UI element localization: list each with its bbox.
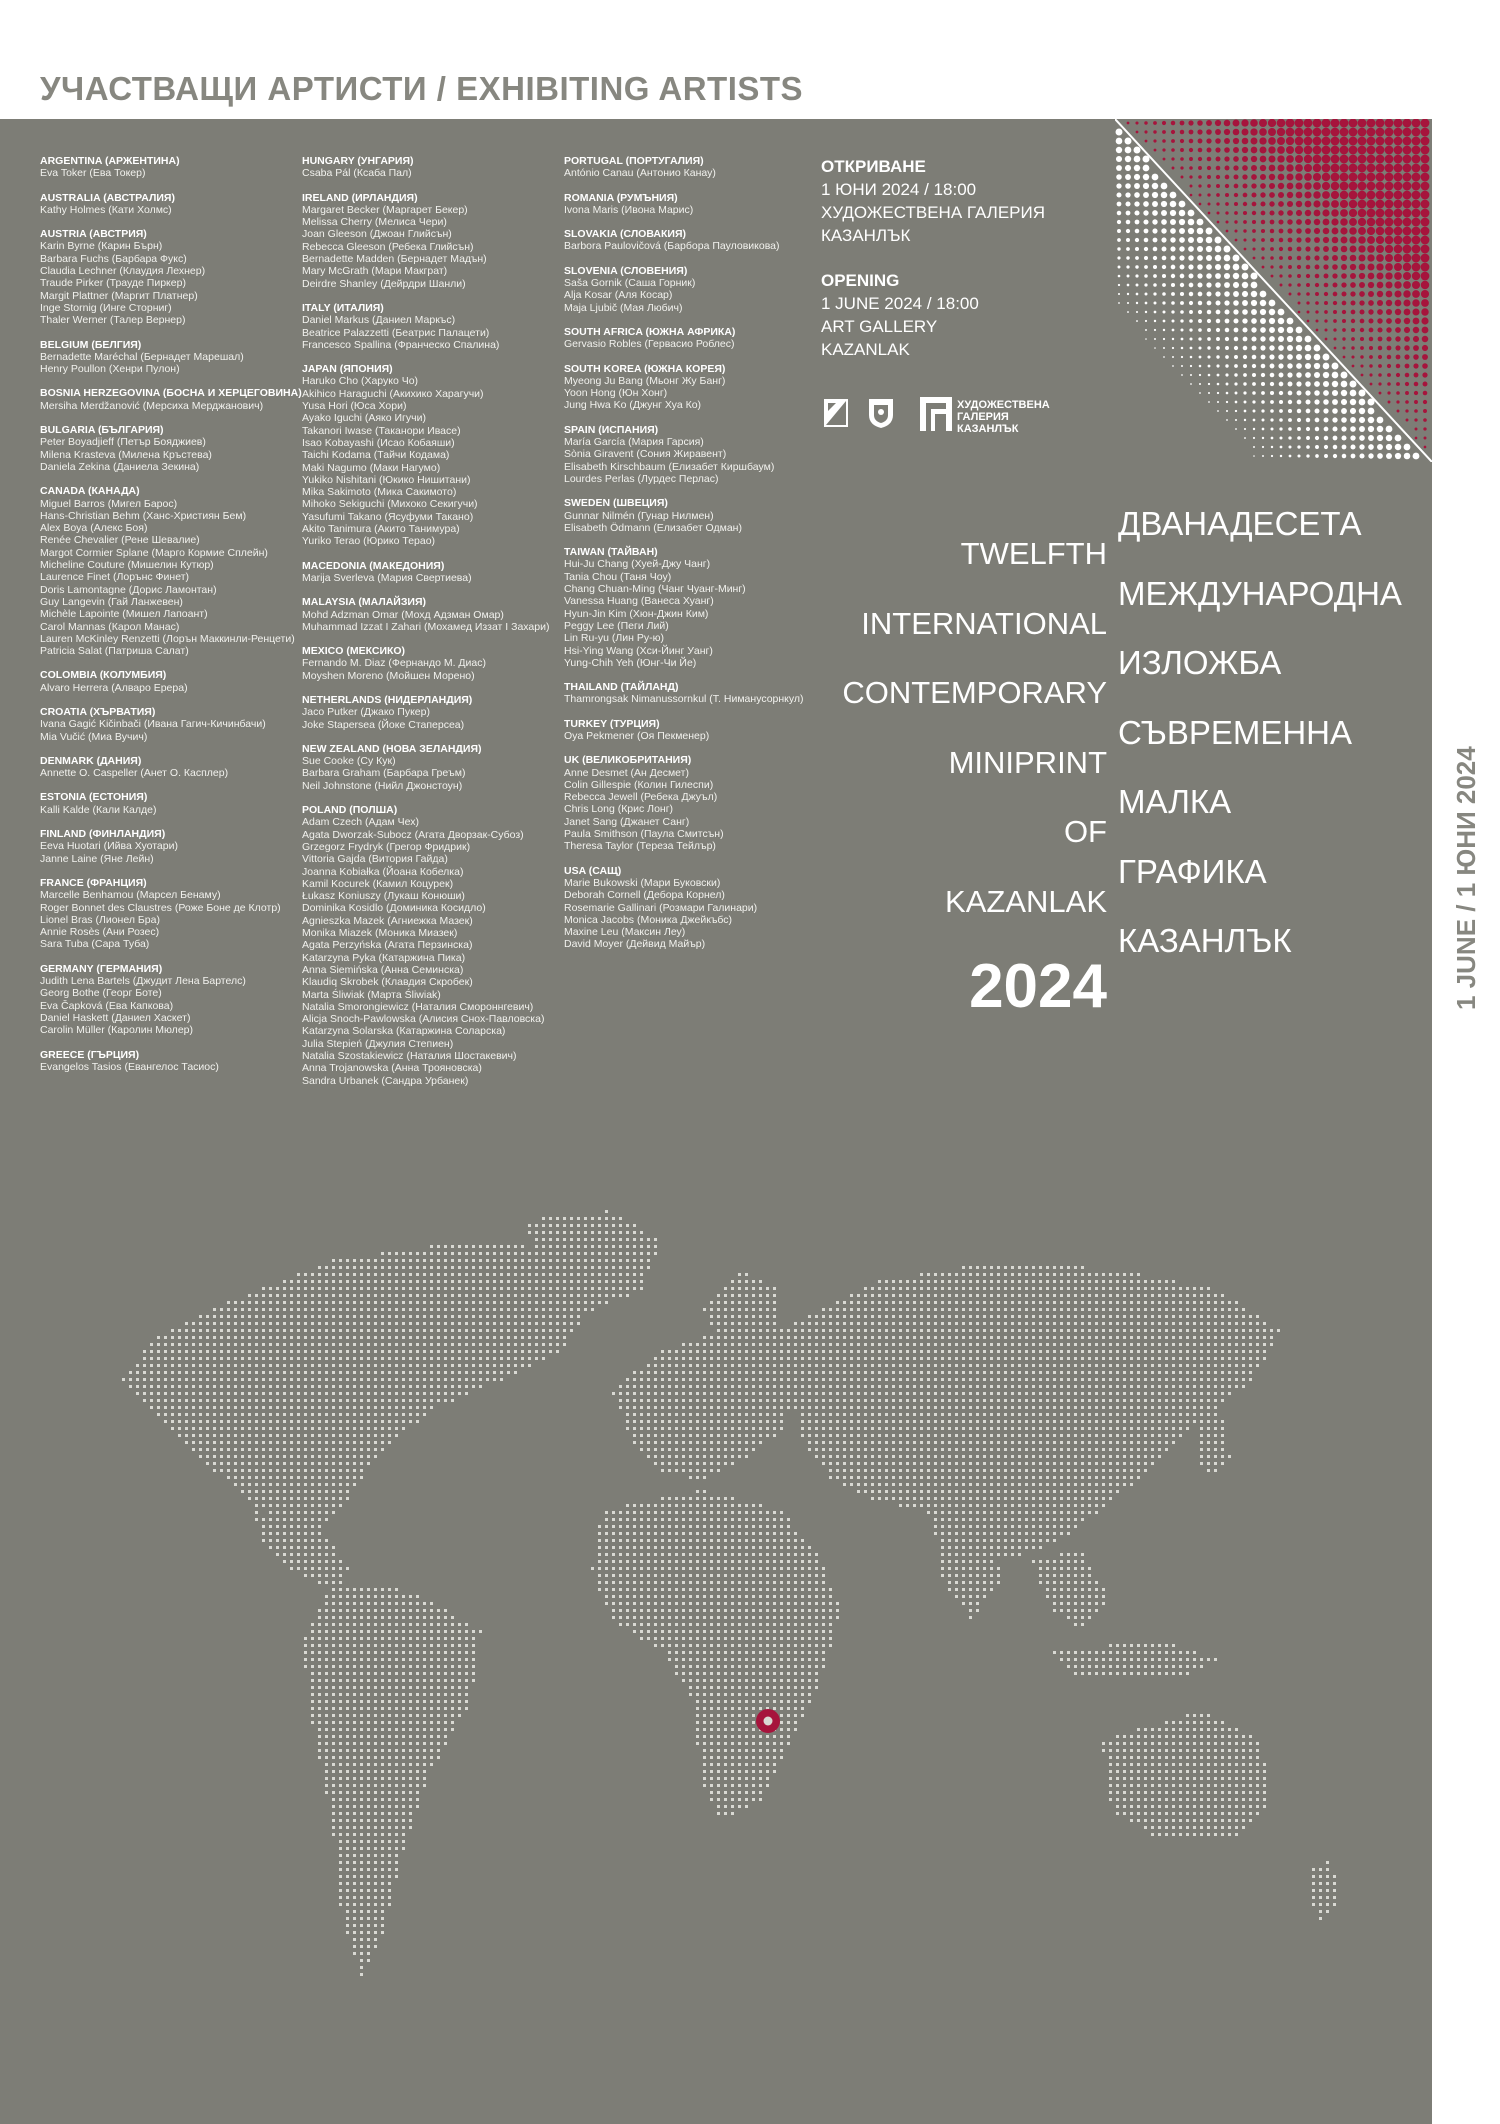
artist-name: Laurence Finet (Лорънс Финет) <box>40 571 189 584</box>
country-block <box>302 596 572 633</box>
country-name: THAILAND (ТАЙЛАНД) <box>564 681 679 694</box>
title-en-line: TWELFTH <box>960 536 1107 571</box>
artist-name: Hsi-Ying Wang (Хси-Йинг Уанг) <box>564 644 713 657</box>
artist-name: Maki Nagumo (Маки Нагумо) <box>302 461 441 474</box>
country-name: SLOVENIA (СЛОВЕНИЯ) <box>564 264 688 277</box>
artist-name: Inge Stornig (Инге Сторниг) <box>40 301 172 314</box>
artist-name: Yasufumi Takano (Ясуфуми Такано) <box>302 510 474 523</box>
artist-name: Taichi Kodama (Тайчи Кодама) <box>302 449 450 462</box>
country-block <box>302 645 572 682</box>
gallery-logo-icon <box>920 397 952 431</box>
country-name: ITALY (ИТАЛИЯ) <box>302 301 384 314</box>
artist-name: Paula Smithson (Паула Смитсън) <box>564 828 724 841</box>
country-name: FRANCE (ФРАНЦИЯ) <box>40 876 147 889</box>
artist-name: Lauren McKinley Renzetti (Лорън Маккинли-Ренцети) <box>40 632 295 645</box>
country-block <box>40 228 310 326</box>
country-name: MACEDONIA (МАКЕДОНИЯ) <box>302 559 445 572</box>
artist-name: Rebecca Jewell (Ребека Джуъл) <box>564 791 718 804</box>
country-name: ROMANIA (РУМЪНИЯ) <box>564 191 678 204</box>
artist-name: Karin Byrne (Карин Бърн) <box>40 240 163 253</box>
opening-line: ХУДОЖЕСТВЕНА ГАЛЕРИЯ <box>821 203 1045 222</box>
artist-name: Oya Pekmener (Оя Пекменер) <box>564 729 710 742</box>
title-bg-line: МЕЖДУНАРОДНА <box>1118 574 1402 612</box>
artist-name: Traude Pirker (Трауде Пиркер) <box>40 277 186 290</box>
country-name: DENMARK (ДАНИЯ) <box>40 754 142 767</box>
country-name: SWEDEN (ШВЕЦИЯ) <box>564 497 668 510</box>
artist-name: David Moyer (Дейвид Майър) <box>564 938 706 951</box>
logo-line: ХУДОЖЕСТВЕНА <box>957 399 1050 411</box>
artist-name: Lourdes Perlas (Лурдес Перлас) <box>564 472 719 485</box>
municipality-crest-icon <box>867 397 895 429</box>
year: 2024 <box>969 952 1107 1021</box>
artist-name: Mia Vučić (Миа Вучич) <box>40 730 148 743</box>
opening-line: 1 ЮНИ 2024 / 18:00 <box>821 180 977 199</box>
artist-name: Doris Lamontagne (Дорис Ламонтан) <box>40 583 217 596</box>
artist-name: Rosemarie Gallinari (Розмари Галинари) <box>564 901 758 914</box>
artist-name: Joke Stapersea (Йоке Стаперсеа) <box>302 718 465 731</box>
artist-name: Mohd Adzman Omar (Мохд Адзман Омар) <box>302 608 504 621</box>
artist-name: Daniel Markus (Даниел Маркъс) <box>302 314 456 327</box>
country-block <box>40 755 310 780</box>
artist-name: Łukasz Koniuszy (Лукаш Конюши) <box>302 890 465 903</box>
country-name: UK (ВЕЛИКОБРИТАНИЯ) <box>564 754 692 767</box>
country-block <box>564 754 834 852</box>
artist-name: Milena Krasteva (Милена Кръстева) <box>40 448 212 461</box>
artist-name: Miguel Barros (Мигел Барос) <box>40 497 178 510</box>
title-en-line: INTERNATIONAL <box>861 605 1107 641</box>
artist-name: Monica Jacobs (Моника Джейкъбс) <box>564 913 733 926</box>
gallery-logo-text <box>957 399 1050 435</box>
artist-name: Marie Bukowski (Мари Буковски) <box>564 876 721 889</box>
country-block <box>302 155 572 180</box>
halftone-corner-pattern <box>1115 119 1432 462</box>
artist-name: Mersiha Merdžanović (Мерсиха Мерджанович) <box>40 399 264 412</box>
country-name: HUNGARY (УНГАРИЯ) <box>302 155 414 167</box>
country-name: SOUTH KOREA (ЮЖНА КОРЕЯ) <box>564 362 726 375</box>
title-english <box>842 519 1107 936</box>
artist-name: Henry Poullon (Хенри Пулон) <box>40 363 180 376</box>
artist-name: Fernando M. Diaz (Фернандо М. Диас) <box>302 657 486 670</box>
artist-name: Chris Long (Крис Лонг) <box>564 803 674 816</box>
artist-name: Lin Ru-yu (Лин Ру-ю) <box>564 632 664 645</box>
artist-name: Francesco Spallina (Франческо Спалина) <box>302 338 500 351</box>
artist-name: Annie Rosès (Ани Розес) <box>40 926 160 939</box>
country-name: COLOMBIA (КОЛУМБИЯ) <box>40 669 167 682</box>
artist-name: Alex Boya (Алекс Боя) <box>40 522 148 535</box>
country-name: NETHERLANDS (НИДЕРЛАНДИЯ) <box>302 693 473 706</box>
artist-name: Thamrongsak Nimanussornkul (Т. Ниманусорнкул) <box>564 693 804 706</box>
country-block <box>302 694 572 731</box>
artist-name: António Canau (Антонио Канау) <box>564 167 716 180</box>
world-dot-map <box>0 1179 1432 2124</box>
artist-name: Peter Boyadjieff (Петър Бояджиев) <box>40 436 206 449</box>
country-block <box>302 804 572 1087</box>
country-block <box>564 497 834 534</box>
artist-name: Mary McGrath (Мари Макграт) <box>302 265 448 278</box>
opening-info <box>821 155 1045 361</box>
country-block <box>564 228 834 253</box>
artist-name: Patricia Salat (Патриша Салат) <box>40 645 189 658</box>
country-name: ARGENTINA (АРЖЕНТИНА) <box>40 155 180 167</box>
artist-name: Katarzyna Pyka (Катаржина Пика) <box>302 951 466 964</box>
country-block <box>40 706 310 743</box>
artist-name: Dominika Kosidlo (Доминика Косидло) <box>302 902 486 915</box>
artist-name: Rebecca Gleeson (Ребека Глийсън) <box>302 240 474 253</box>
artist-name: Kathy Holmes (Кати Холмс) <box>40 203 172 216</box>
country-block <box>564 363 834 412</box>
country-block <box>40 791 310 816</box>
artist-name: Yuriko Terao (Юрико Терао) <box>302 535 436 548</box>
artist-name: Gervasio Robles (Гервасио Роблес) <box>564 338 735 351</box>
artist-name: Monika Miazek (Моника Миазек) <box>302 927 458 940</box>
country-name: TURKEY (ТУРЦИЯ) <box>564 717 660 730</box>
country-name: BELGIUM (БЕЛГИЯ) <box>40 338 142 351</box>
artist-name: Neil Johnstone (Нийл Джонстоун) <box>302 779 463 792</box>
opening-label-en: OPENING <box>821 271 900 290</box>
title-bg-line: КАЗАНЛЪК <box>1118 922 1292 959</box>
artist-name: Guy Langevin (Гай Ланжевен) <box>40 595 183 608</box>
artist-name: Maxine Leu (Максин Леу) <box>564 926 686 939</box>
artist-name: Carol Mannas (Карол Манас) <box>40 620 180 633</box>
artist-name: Haruko Cho (Харуко Чо) <box>302 375 419 388</box>
artist-name: Vanessa Huang (Ванеса Хуанг) <box>564 595 714 608</box>
artist-name: Yoon Hong (Юн Хонг) <box>564 387 668 400</box>
artist-name: Akito Tanimura (Акито Танимура) <box>302 523 460 536</box>
artist-name: María García (Мария Гарсия) <box>564 436 704 449</box>
artist-name: Janet Sang (Джанет Санг) <box>564 815 690 828</box>
country-block <box>564 424 834 485</box>
title-en-line: OF <box>1063 814 1107 849</box>
country-block <box>302 743 572 792</box>
country-block <box>302 363 572 547</box>
artist-name: Vittoria Gajda (Витория Гайда) <box>302 853 448 866</box>
artist-name: Ivona Maris (Ивона Марис) <box>564 203 694 216</box>
artist-name: Margot Cormier Splane (Марго Кормие Сплейн) <box>40 546 268 559</box>
country-name: POLAND (ПОЛША) <box>302 804 398 817</box>
country-block <box>40 963 310 1037</box>
artist-name: Lionel Bras (Лионел Бра) <box>40 913 160 926</box>
title-en-line: CONTEMPORARY <box>842 675 1107 710</box>
country-name: AUSTRALIA (АВСТРАЛИЯ) <box>40 191 175 204</box>
artists-column-3 <box>564 155 834 963</box>
title-bg-line: ГРАФИКА <box>1118 852 1267 890</box>
artist-name: Sara Tuba (Сара Туба) <box>40 938 150 951</box>
artist-name: Yusa Hori (Юса Хори) <box>302 400 407 413</box>
country-block <box>40 1049 310 1074</box>
artist-name: Agata Dworzak-Subocz (Агата Дворзак-Субоз) <box>302 828 524 841</box>
artist-name: Theresa Taylor (Тереза Тейлър) <box>564 840 716 853</box>
artist-name: Anna Siemińska (Анна Семинска) <box>302 963 464 976</box>
title-bg-line: ДВАНАДЕСЕТА <box>1118 505 1362 542</box>
artist-name: Muhammad Izzat I Zahari (Мохамед Иззат I Захари) <box>302 620 550 633</box>
artist-name: Melissa Cherry (Мелиса Чери) <box>302 216 447 229</box>
country-block <box>564 546 834 669</box>
artist-name: Klaudiq Skrobek (Клавдия Скробек) <box>302 976 473 989</box>
country-block <box>40 669 310 694</box>
artist-name: Elisabeth Ödmann (Елизабет Одман) <box>564 521 742 534</box>
artist-name: Kamil Kocurek (Камил Коцурек) <box>302 877 454 890</box>
country-name: TAIWAN (ТАЙВАН) <box>564 546 658 559</box>
artist-name: Carolin Müller (Каролин Мюлер) <box>40 1024 193 1037</box>
logo-line: ГАЛЕРИЯ <box>957 411 1009 423</box>
artist-name: Ivana Gagić Kičinbači (Ивана Гагич-Кичинбачи) <box>40 718 266 731</box>
artist-name: Barbara Fuchs (Барбара Фукс) <box>40 252 187 265</box>
side-date: 1 JUNE / 1 ЮНИ 2024 <box>1451 746 1481 1010</box>
country-name: PORTUGAL (ПОРТУГАЛИЯ) <box>564 155 704 167</box>
artist-name: Jung Hwa Ko (Джунг Хуа Ко) <box>564 399 702 412</box>
country-name: MALAYSIA (МАЛАЙЗИЯ) <box>302 596 427 609</box>
artist-name: Sandra Urbanek (Сандра Урбанек) <box>302 1074 469 1087</box>
opening-line: ART GALLERY <box>821 317 938 336</box>
artist-name: Joan Gleeson (Джоан Глийсън) <box>302 228 452 241</box>
artist-name: Evangelos Tasios (Евангелос Тасиос) <box>40 1060 219 1073</box>
artist-name: Marcelle Benhamou (Марсел Бенаму) <box>40 889 221 902</box>
country-name: NEW ZEALAND (НОВА ЗЕЛАНДИЯ) <box>302 742 482 755</box>
artist-name: Claudia Lechner (Клаудия Лехнер) <box>40 265 206 278</box>
country-name: AUSTRIA (АВСТРИЯ) <box>40 228 147 241</box>
page-heading: УЧАСТВАЩИ АРТИСТИ / EXHIBITING ARTISTS <box>40 70 804 107</box>
artist-name: Deirdre Shanley (Дейрдри Шанли) <box>302 277 466 290</box>
artist-name: Alja Kosar (Аля Косар) <box>564 289 673 302</box>
artist-name: Yukiko Nishitani (Юкико Нишитани) <box>302 473 471 486</box>
title-bg-line: МАЛКА <box>1118 783 1232 820</box>
artist-name: Maja Ljubič (Мая Любич) <box>564 301 683 314</box>
artist-name: Roger Bonnet des Claustres (Роже Боне де Клотр) <box>40 901 281 914</box>
country-name: JAPAN (ЯПОНИЯ) <box>302 363 393 376</box>
artist-name: Margit Plattner (Маргит Платнер) <box>40 289 198 302</box>
artist-name: Georg Bothe (Георг Боте) <box>40 987 162 1000</box>
artist-name: Eeva Huotari (Ийва Хуотари) <box>40 840 178 853</box>
artist-name: Katarzyna Solarska (Катаржина Соларска) <box>302 1025 506 1038</box>
country-block <box>564 718 834 743</box>
country-block <box>564 865 834 951</box>
artist-name: Grzegorz Frydryk (Грегор Фридрик) <box>302 840 471 853</box>
artist-name: Adam Czech (Адам Чех) <box>302 816 419 829</box>
artist-name: Saša Gornik (Саша Горник) <box>564 277 696 290</box>
artist-name: Eva Čapková (Ева Капкова) <box>40 999 174 1012</box>
artist-name: Deborah Cornell (Дебора Корнел) <box>564 889 725 902</box>
country-block <box>40 387 310 412</box>
artist-name: Hyun-Jin Kim (Хюн-Джин Ким) <box>564 607 709 620</box>
artist-name: Michèle Lapointe (Мишел Лапоант) <box>40 608 208 621</box>
country-block <box>40 828 310 865</box>
country-name: IRELAND (ИРЛАНДИЯ) <box>302 191 418 204</box>
artist-name: Alvaro Herrera (Алваро Ерера) <box>40 681 188 694</box>
country-name: SOUTH AFRICA (ЮЖНА АФРИКА) <box>564 325 736 338</box>
artist-name: Barbara Graham (Барбара Греъм) <box>302 767 466 780</box>
country-block <box>40 877 310 951</box>
artist-name: Agnieszka Mazek (Агниежка Мазек) <box>302 914 473 927</box>
artist-name: Sònia Giravent (Сония Жиравент) <box>564 448 727 461</box>
artist-name: Eva Toker (Ева Токер) <box>40 167 146 180</box>
artist-name: Daniel Haskett (Даниел Хаскет) <box>40 1011 191 1024</box>
artist-name: Peggy Lee (Пеги Лий) <box>564 619 669 632</box>
artist-name: Marija Sverleva (Мария Свертиева) <box>302 571 472 584</box>
artists-column-2 <box>302 155 572 1099</box>
opening-label-bg: ОТКРИВАНЕ <box>821 157 926 176</box>
artist-name: Annette O. Caspeller (Анет О. Касплер) <box>40 767 229 780</box>
artist-name: Jaco Putker (Джако Пукер) <box>302 706 430 719</box>
country-name: MEXICO (МЕКСИКО) <box>302 645 406 658</box>
country-name: USA (САЩ) <box>564 864 622 877</box>
artist-name: Barbora Paulovičová (Барбора Пауловикова) <box>564 240 780 253</box>
artist-name: Bernadette Madden (Бернадет Мадън) <box>302 253 487 266</box>
country-name: GREECE (ГЪРЦИЯ) <box>40 1048 140 1061</box>
artist-name: Natalia Smorongiewicz (Наталия Смороннгевич) <box>302 1000 534 1013</box>
artist-name: Bernadette Maréchal (Бернадет Марешал) <box>40 350 244 363</box>
title-bulgarian <box>1118 489 1402 976</box>
country-name: CANADA (КАНАДА) <box>40 485 140 498</box>
artist-name: Isao Kobayashi (Исао Кобаяши) <box>302 436 455 449</box>
title-en-line: MINIPRINT <box>948 744 1107 780</box>
country-block <box>564 265 834 314</box>
artist-name: Sue Cooke (Су Кук) <box>302 755 396 768</box>
artist-name: Mika Sakimoto (Мика Сакимото) <box>302 486 457 499</box>
artist-name: Yung-Chih Yeh (Юнг-Чи Йе) <box>564 656 697 669</box>
country-block <box>40 192 310 217</box>
artist-name: Ayako Iguchi (Аяко Игучи) <box>302 412 426 425</box>
artist-name: Akihico Haraguchi (Акихико Харагучи) <box>302 387 484 400</box>
artist-name: Micheline Couture (Мишелин Кутюр) <box>40 559 214 572</box>
artist-name: Kalli Kalde (Кали Калде) <box>40 803 157 816</box>
country-name: GERMANY (ГЕРМАНИЯ) <box>40 962 163 975</box>
country-block <box>564 155 834 180</box>
artist-name: Thaler Werner (Талер Вернер) <box>40 314 186 327</box>
print-logo-icon <box>824 399 848 427</box>
artist-name: Hans-Christian Behm (Ханс-Християн Бем) <box>40 509 247 522</box>
artist-name: Moyshen Moreno (Мойшен Морено) <box>302 669 475 682</box>
artist-name: Marta Śliwiak (Марта Śliwiak) <box>302 988 441 1001</box>
artist-name: Gunnar Nilmén (Гунар Нилмен) <box>564 509 714 522</box>
title-bg-line: СЪВРЕМЕННА <box>1118 713 1353 751</box>
country-name: SLOVAKIA (СЛОВАКИЯ) <box>564 228 686 241</box>
artist-name: Beatrice Palazzetti (Беатрис Палацети) <box>302 326 490 339</box>
artist-name: Mihoko Sekiguchi (Михоко Секигучи) <box>302 498 478 511</box>
opening-line: KAZANLAK <box>821 340 910 359</box>
country-block <box>40 485 310 657</box>
country-block <box>40 339 310 376</box>
country-block <box>302 192 572 290</box>
opening-line: КАЗАНЛЪК <box>821 226 911 245</box>
content-panel <box>0 119 1432 2124</box>
artist-name: Judith Lena Bartels (Джудит Лена Бартелс) <box>40 975 246 988</box>
country-name: SPAIN (ИСПАНИЯ) <box>564 423 659 436</box>
artist-name: Anne Desmet (Ан Десмет) <box>564 766 689 779</box>
country-name: FINLAND (ФИНЛАНДИЯ) <box>40 828 166 841</box>
artist-name: Myeong Ju Bang (Мьонг Жу Банг) <box>564 374 726 387</box>
country-block <box>40 424 310 473</box>
artist-name: Natalia Szostakiewicz (Наталия Шостакевич) <box>302 1050 517 1062</box>
country-name: BULGARIA (БЪЛГАРИЯ) <box>40 424 164 437</box>
artist-name: Chang Chuan-Ming (Чанг Чуанг-Минг) <box>564 583 746 596</box>
country-name: ESTONIA (ЕСТОНИЯ) <box>40 791 148 804</box>
artist-name: Janne Laine (Яне Лейн) <box>40 852 154 865</box>
country-name: CROATIA (ХЪРВАТИЯ) <box>40 705 156 718</box>
artist-name: Anna Trojanowska (Анна Трояновска) <box>302 1062 482 1075</box>
title-en-line: KAZANLAK <box>945 883 1107 919</box>
country-block <box>40 155 310 180</box>
artist-name: Alicja Snoch-Pawlowska (Алисия Снох-Павловска) <box>302 1013 545 1026</box>
country-block <box>564 192 834 217</box>
artist-name: Daniela Zekina (Даниела Зекина) <box>40 460 200 473</box>
artist-name: Takanori Iwase (Таканори Ивасе) <box>302 424 461 437</box>
artist-name: Colin Gillespie (Колин Гилеспи) <box>564 778 714 791</box>
logo-line: КАЗАНЛЪК <box>957 423 1019 435</box>
opening-line: 1 JUNE 2024 / 18:00 <box>821 294 979 313</box>
artist-name: Tania Chou (Таня Чоу) <box>564 570 672 583</box>
country-name: BOSNIA HERZEGOVINA (БОСНА И ХЕРЦЕГОВИНА) <box>40 387 302 400</box>
artist-name: Elisabeth Kirschbaum (Елизабет Киршбаум) <box>564 460 775 473</box>
country-block <box>564 681 834 706</box>
artists-column-1 <box>40 155 310 1085</box>
artist-name: Csaba Pál (Ксаба Пал) <box>302 167 412 180</box>
artist-name: Agata Perzyńska (Агата Перзинска) <box>302 939 473 952</box>
artist-name: Joanna Kobiałka (Йоана Кобелка) <box>302 865 464 878</box>
artist-name: Julia Stepień (Джулия Степиен) <box>302 1037 454 1050</box>
artist-name: Renée Chevalier (Рене Шевалие) <box>40 534 200 547</box>
country-block <box>302 560 572 585</box>
country-block <box>302 302 572 351</box>
logos <box>824 397 1079 437</box>
artist-name: Hui-Ju Chang (Хуей-Джу Чанг) <box>564 558 711 571</box>
country-block <box>564 326 834 351</box>
title-bg-line: ИЗЛОЖБА <box>1118 644 1282 681</box>
artist-name: Margaret Becker (Маргарет Бекер) <box>302 203 468 216</box>
